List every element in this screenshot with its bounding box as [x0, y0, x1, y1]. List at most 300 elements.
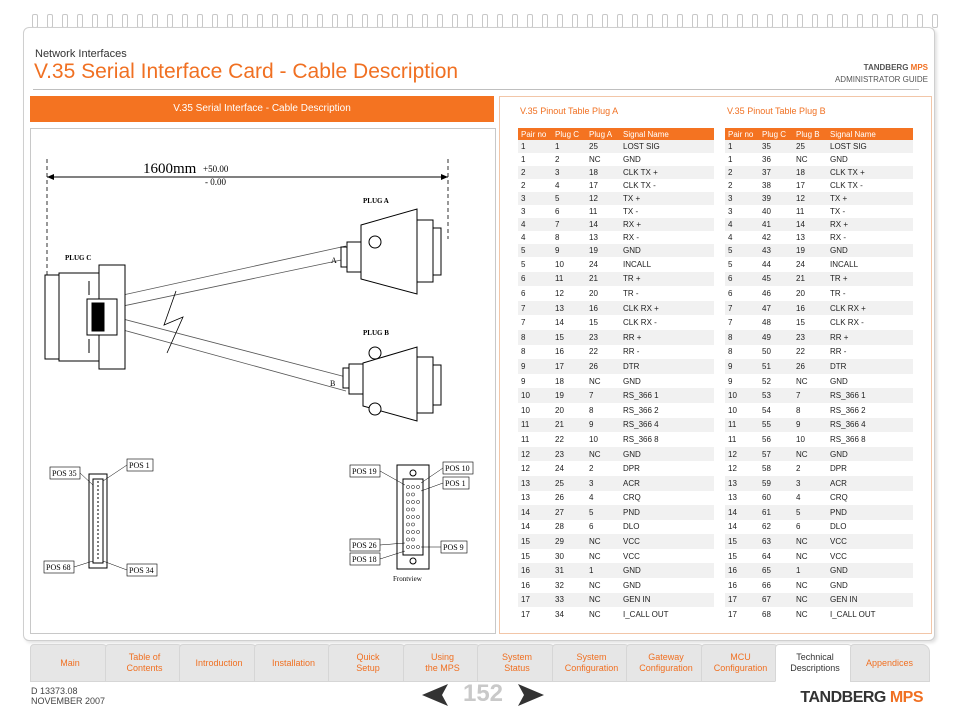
- table-cell: 66: [759, 578, 793, 593]
- table-cell: 51: [759, 359, 793, 374]
- binder-ring: [272, 14, 278, 28]
- table-row: [518, 505, 714, 520]
- tab-installation[interactable]: [254, 644, 334, 682]
- table-cell: 13: [586, 231, 620, 244]
- connector-pin: [406, 545, 409, 548]
- binder-ring: [347, 14, 353, 28]
- table-cell: 57: [759, 447, 793, 462]
- table-cell: 15: [586, 315, 620, 330]
- table-cell: 2: [518, 166, 552, 179]
- table-cell: 38: [759, 179, 793, 192]
- table-cell: CLK TX -: [620, 179, 714, 192]
- table-cell: 7: [793, 388, 827, 403]
- table-cell: 21: [552, 418, 586, 433]
- table-cell: 1: [793, 563, 827, 578]
- binder-ring: [167, 14, 173, 28]
- binder-ring: [197, 14, 203, 28]
- tab-introduction[interactable]: [179, 644, 259, 682]
- binder-ring: [137, 14, 143, 28]
- binder-ring: [917, 14, 923, 28]
- table-cell: NC: [586, 153, 620, 166]
- table-cell: 2: [518, 179, 552, 192]
- connector-pin: [411, 545, 414, 548]
- table-row: [725, 505, 913, 520]
- cable-diagram: [30, 128, 496, 634]
- table-cell: 9: [552, 244, 586, 257]
- table-cell: 3: [552, 166, 586, 179]
- table-cell: 11: [518, 418, 552, 433]
- table-cell: 12: [518, 447, 552, 462]
- table-row: [725, 578, 913, 593]
- table-cell: 52: [759, 374, 793, 389]
- tab-gateway-configuration[interactable]: [626, 644, 706, 682]
- table-cell: 23: [552, 447, 586, 462]
- pos-1-right-label: POS 1: [445, 479, 466, 488]
- table-cell: 48: [759, 315, 793, 330]
- table-cell: 9: [725, 359, 759, 374]
- binder-ring: [287, 14, 293, 28]
- section-label: Network Interfaces: [35, 48, 127, 60]
- table-cell: 17: [518, 593, 552, 608]
- table-cell: CLK TX +: [827, 166, 913, 179]
- table-cell: 5: [586, 505, 620, 520]
- table-cell: 9: [518, 374, 552, 389]
- table-cell: CLK RX -: [827, 315, 913, 330]
- binder-ring: [932, 14, 938, 28]
- table-row: [518, 330, 714, 345]
- tab-appendices[interactable]: [850, 644, 930, 682]
- table-cell: DPR: [827, 461, 913, 476]
- previous-page-icon[interactable]: [422, 684, 448, 706]
- table-cell: DTR: [827, 359, 913, 374]
- table-cell: 56: [759, 432, 793, 447]
- table-cell: ACR: [827, 476, 913, 491]
- table-cell: 47: [759, 301, 793, 316]
- table-cell: 9: [586, 418, 620, 433]
- tab-label: Table of Contents: [126, 652, 163, 673]
- table-cell: NC: [586, 374, 620, 389]
- table-cell: NC: [793, 549, 827, 564]
- table-row: [725, 231, 913, 244]
- table-cell: 23: [793, 330, 827, 345]
- table-cell: 64: [759, 549, 793, 564]
- connector-pin: [406, 515, 409, 518]
- binder-ring: [782, 14, 788, 28]
- connector-pin: [411, 500, 414, 503]
- table-row: [725, 272, 913, 287]
- table-cell: 17: [586, 179, 620, 192]
- table-cell: VCC: [827, 534, 913, 549]
- binder-ring: [392, 14, 398, 28]
- table-cell: 15: [552, 330, 586, 345]
- table-cell: 3: [793, 476, 827, 491]
- connector-pin: [411, 538, 414, 541]
- table-cell: 44: [759, 257, 793, 272]
- table-cell: I_CALL OUT: [827, 607, 913, 622]
- table-cell: 6: [725, 286, 759, 301]
- binder-ring: [122, 14, 128, 28]
- table-cell: 17: [518, 607, 552, 622]
- table-cell: 13: [518, 476, 552, 491]
- table-cell: 19: [793, 244, 827, 257]
- table-row: [725, 192, 913, 205]
- table-cell: 6: [552, 205, 586, 218]
- table-cell: 61: [759, 505, 793, 520]
- table-cell: 10: [518, 403, 552, 418]
- table-cell: 8: [725, 345, 759, 360]
- table-row: [725, 534, 913, 549]
- tab-label: Installation: [271, 657, 316, 668]
- table-row: [518, 315, 714, 330]
- table-cell: 62: [759, 520, 793, 535]
- binder-ring: [752, 14, 758, 28]
- table-row: [518, 491, 714, 506]
- document-date: NOVEMBER 2007: [31, 696, 106, 706]
- brand-product: MPS: [910, 63, 928, 72]
- binder-ring: [527, 14, 533, 28]
- table-cell: 16: [552, 345, 586, 360]
- table-cell: 27: [552, 505, 586, 520]
- table-cell: PND: [620, 505, 714, 520]
- table-cell: 24: [793, 257, 827, 272]
- table-cell: RS_366 1: [620, 388, 714, 403]
- binder-ring: [767, 14, 773, 28]
- table-cell: 13: [725, 491, 759, 506]
- connector-pin: [411, 530, 414, 533]
- table-cell: 1: [518, 140, 552, 153]
- pos-68-label: POS 68: [46, 563, 71, 572]
- table-cell: 9: [518, 359, 552, 374]
- connector-pin: [416, 485, 419, 488]
- table-cell: NC: [793, 447, 827, 462]
- tab-mcu-configuration[interactable]: [701, 644, 781, 682]
- plug-c-label: PLUG C: [65, 254, 92, 262]
- table-cell: 16: [586, 301, 620, 316]
- table-cell: 15: [725, 549, 759, 564]
- table-cell: 8: [518, 345, 552, 360]
- table-cell: 15: [518, 534, 552, 549]
- tab-technical-descriptions[interactable]: [775, 644, 855, 682]
- table-cell: 9: [725, 374, 759, 389]
- table-cell: GND: [620, 374, 714, 389]
- table-cell: 16: [793, 301, 827, 316]
- connector-pin: [411, 515, 414, 518]
- table-cell: 22: [586, 345, 620, 360]
- table-cell: 59: [759, 476, 793, 491]
- col-plug-b: Plug B: [793, 128, 827, 140]
- binder-ring: [107, 14, 113, 28]
- binder-ring: [452, 14, 458, 28]
- table-cell: TX +: [827, 192, 913, 205]
- binder-ring: [857, 14, 863, 28]
- table-cell: GND: [827, 153, 913, 166]
- table-cell: 26: [793, 359, 827, 374]
- tab-label: Quick Setup: [356, 652, 380, 673]
- binder-ring: [692, 14, 698, 28]
- brand-header: [835, 62, 928, 86]
- table-row: [725, 461, 913, 476]
- table-row: [518, 520, 714, 535]
- table-row: [725, 345, 913, 360]
- table-cell: 43: [759, 244, 793, 257]
- pos-19-label: POS 19: [352, 467, 377, 476]
- table-cell: 10: [518, 388, 552, 403]
- table-cell: 4: [793, 491, 827, 506]
- table-cell: INCALL: [620, 257, 714, 272]
- bottom-navigation: [30, 644, 924, 682]
- table-cell: DLO: [827, 520, 913, 535]
- tab-label: Gateway Configuration: [639, 652, 693, 673]
- table-row: [518, 192, 714, 205]
- table-row: [518, 418, 714, 433]
- pos-26-label: POS 26: [352, 541, 377, 550]
- table-cell: 18: [793, 166, 827, 179]
- table-cell: GND: [827, 563, 913, 578]
- tab-table-of-contents[interactable]: [105, 644, 185, 682]
- tab-system-configuration[interactable]: [552, 644, 632, 682]
- table-row: [518, 432, 714, 447]
- cable-a-letter: A: [331, 256, 337, 265]
- table-row: [518, 345, 714, 360]
- table-cell: ACR: [620, 476, 714, 491]
- binder-ring: [827, 14, 833, 28]
- table-cell: 6: [725, 272, 759, 287]
- table-cell: RS_366 2: [827, 403, 913, 418]
- table-row: [725, 403, 913, 418]
- table-cell: 1: [725, 153, 759, 166]
- tab-main[interactable]: [30, 644, 110, 682]
- binder-ring: [62, 14, 68, 28]
- table-cell: GND: [620, 447, 714, 462]
- table-cell: 7: [518, 301, 552, 316]
- tab-system-status[interactable]: [477, 644, 557, 682]
- binder-ring: [497, 14, 503, 28]
- table-cell: RS_366 8: [620, 432, 714, 447]
- binder-ring: [332, 14, 338, 28]
- binder-rings: [24, 14, 934, 28]
- table-cell: RS_366 2: [620, 403, 714, 418]
- table-cell: CLK TX -: [827, 179, 913, 192]
- brand-subtitle: ADMINISTRATOR GUIDE: [834, 75, 928, 84]
- binder-ring: [602, 14, 608, 28]
- table-cell: 5: [793, 505, 827, 520]
- table-cell: 16: [725, 578, 759, 593]
- connector-pin: [406, 530, 409, 533]
- table-cell: 7: [725, 301, 759, 316]
- col-signal-name: Signal Name: [827, 128, 913, 140]
- table-row: [725, 447, 913, 462]
- binder-ring: [902, 14, 908, 28]
- table-row: [518, 166, 714, 179]
- table-cell: TR +: [827, 272, 913, 287]
- connector-pin: [406, 485, 409, 488]
- table-row: [725, 218, 913, 231]
- table-cell: TX +: [620, 192, 714, 205]
- tab-label: MCU Configuration: [713, 652, 768, 673]
- connector-pin: [406, 500, 409, 503]
- table-row: [725, 330, 913, 345]
- table-cell: TR -: [827, 286, 913, 301]
- col-plug-c: Plug C: [552, 128, 586, 140]
- tab-label: Main: [60, 657, 80, 668]
- table-cell: 12: [552, 286, 586, 301]
- table-cell: TR +: [620, 272, 714, 287]
- col-plug-a: Plug A: [586, 128, 620, 140]
- table-row: [518, 286, 714, 301]
- brand-name: TANDBERG: [863, 63, 909, 72]
- table-cell: 30: [552, 549, 586, 564]
- page-title: V.35 Serial Interface Card - Cable Description: [34, 60, 459, 83]
- table-cell: 7: [586, 388, 620, 403]
- table-cell: 32: [552, 578, 586, 593]
- table-cell: 25: [793, 140, 827, 153]
- connector-pin: [406, 538, 409, 541]
- table-cell: 45: [759, 272, 793, 287]
- table-cell: DTR: [620, 359, 714, 374]
- table-cell: CRQ: [620, 491, 714, 506]
- table-cell: VCC: [620, 549, 714, 564]
- table-cell: CLK RX -: [620, 315, 714, 330]
- page-number: 152: [462, 680, 504, 707]
- table-cell: 17: [725, 593, 759, 608]
- table-cell: CLK TX +: [620, 166, 714, 179]
- binder-ring: [47, 14, 53, 28]
- table-cell: RR +: [620, 330, 714, 345]
- diagram-title-bar: V.35 Serial Interface - Cable Description: [30, 96, 494, 122]
- table-cell: 26: [586, 359, 620, 374]
- table-row: [725, 607, 913, 622]
- tandberg-logo: [800, 689, 923, 707]
- table-cell: 17: [552, 359, 586, 374]
- table-cell: VCC: [620, 534, 714, 549]
- table-row: [518, 359, 714, 374]
- table-cell: TR -: [620, 286, 714, 301]
- table-cell: 17: [725, 607, 759, 622]
- table-row: [518, 374, 714, 389]
- tab-using-the-mps[interactable]: [403, 644, 483, 682]
- table-cell: 20: [552, 403, 586, 418]
- table-cell: 53: [759, 388, 793, 403]
- table-cell: 25: [552, 476, 586, 491]
- table-row: [518, 593, 714, 608]
- binder-ring: [572, 14, 578, 28]
- table-cell: 50: [759, 345, 793, 360]
- table-cell: 63: [759, 534, 793, 549]
- connector-pin: [406, 508, 409, 511]
- table-cell: NC: [793, 374, 827, 389]
- connector-pin: [406, 523, 409, 526]
- table-cell: 8: [518, 330, 552, 345]
- tab-quick-setup[interactable]: [328, 644, 408, 682]
- table-row: [725, 179, 913, 192]
- col-pair-no: Pair no: [518, 128, 552, 140]
- table-cell: 5: [518, 244, 552, 257]
- pos-18-label: POS 18: [352, 555, 377, 564]
- table-cell: GEN IN: [620, 593, 714, 608]
- table-cell: 8: [793, 403, 827, 418]
- cable-a: [123, 246, 346, 306]
- table-cell: 10: [725, 403, 759, 418]
- table-cell: 11: [518, 432, 552, 447]
- pos-35-label: POS 35: [52, 469, 77, 478]
- title-divider: [33, 89, 919, 90]
- table-row: [518, 476, 714, 491]
- table-header-row: [518, 128, 714, 140]
- table-cell: 6: [518, 286, 552, 301]
- next-page-icon[interactable]: [518, 684, 544, 706]
- connector-pin: [416, 530, 419, 533]
- table-cell: 14: [793, 218, 827, 231]
- table-cell: 14: [725, 520, 759, 535]
- table-row: [725, 432, 913, 447]
- table-cell: 14: [725, 505, 759, 520]
- table-cell: 1: [518, 153, 552, 166]
- table-cell: 2: [793, 461, 827, 476]
- table-cell: RS_366 1: [827, 388, 913, 403]
- table-cell: 3: [586, 476, 620, 491]
- binder-ring: [422, 14, 428, 28]
- table-row: [725, 491, 913, 506]
- table-cell: NC: [586, 447, 620, 462]
- table-row: [518, 218, 714, 231]
- table-cell: 10: [552, 257, 586, 272]
- table-row: [725, 153, 913, 166]
- table-cell: LOST SIG: [620, 140, 714, 153]
- pinout-table-plug-a: [518, 128, 714, 622]
- pos-34-label: POS 34: [129, 566, 154, 575]
- table-row: [518, 563, 714, 578]
- table-cell: 14: [552, 315, 586, 330]
- table-cell: 7: [725, 315, 759, 330]
- table-cell: 26: [552, 491, 586, 506]
- binder-ring: [722, 14, 728, 28]
- table-cell: 20: [586, 286, 620, 301]
- table-cell: RX +: [620, 218, 714, 231]
- table-cell: NC: [586, 607, 620, 622]
- binder-ring: [32, 14, 38, 28]
- table-row: [725, 418, 913, 433]
- table-row: [725, 140, 913, 153]
- logo-name: TANDBERG: [800, 689, 886, 706]
- table-row: [725, 374, 913, 389]
- table-cell: 54: [759, 403, 793, 418]
- table-row: [725, 257, 913, 272]
- cable-b: [123, 319, 346, 391]
- table-cell: 2: [552, 153, 586, 166]
- tab-label: Appendices: [865, 657, 914, 668]
- table-cell: 67: [759, 593, 793, 608]
- table-row: [725, 593, 913, 608]
- table-b-title: V.35 Pinout Table Plug B: [727, 106, 826, 116]
- binder-ring: [302, 14, 308, 28]
- table-cell: 7: [518, 315, 552, 330]
- table-cell: DLO: [620, 520, 714, 535]
- binder-ring: [212, 14, 218, 28]
- table-a-title: V.35 Pinout Table Plug A: [520, 106, 619, 116]
- binder-ring: [407, 14, 413, 28]
- binder-ring: [227, 14, 233, 28]
- table-row: [518, 272, 714, 287]
- length-label: 1600mm: [143, 161, 197, 177]
- table-cell: 15: [793, 315, 827, 330]
- table-cell: 10: [793, 432, 827, 447]
- table-cell: 4: [586, 491, 620, 506]
- table-cell: RX +: [827, 218, 913, 231]
- table-cell: GND: [620, 563, 714, 578]
- tab-label: System Configuration: [564, 652, 619, 673]
- table-cell: 3: [518, 205, 552, 218]
- connector-pin: [411, 508, 414, 511]
